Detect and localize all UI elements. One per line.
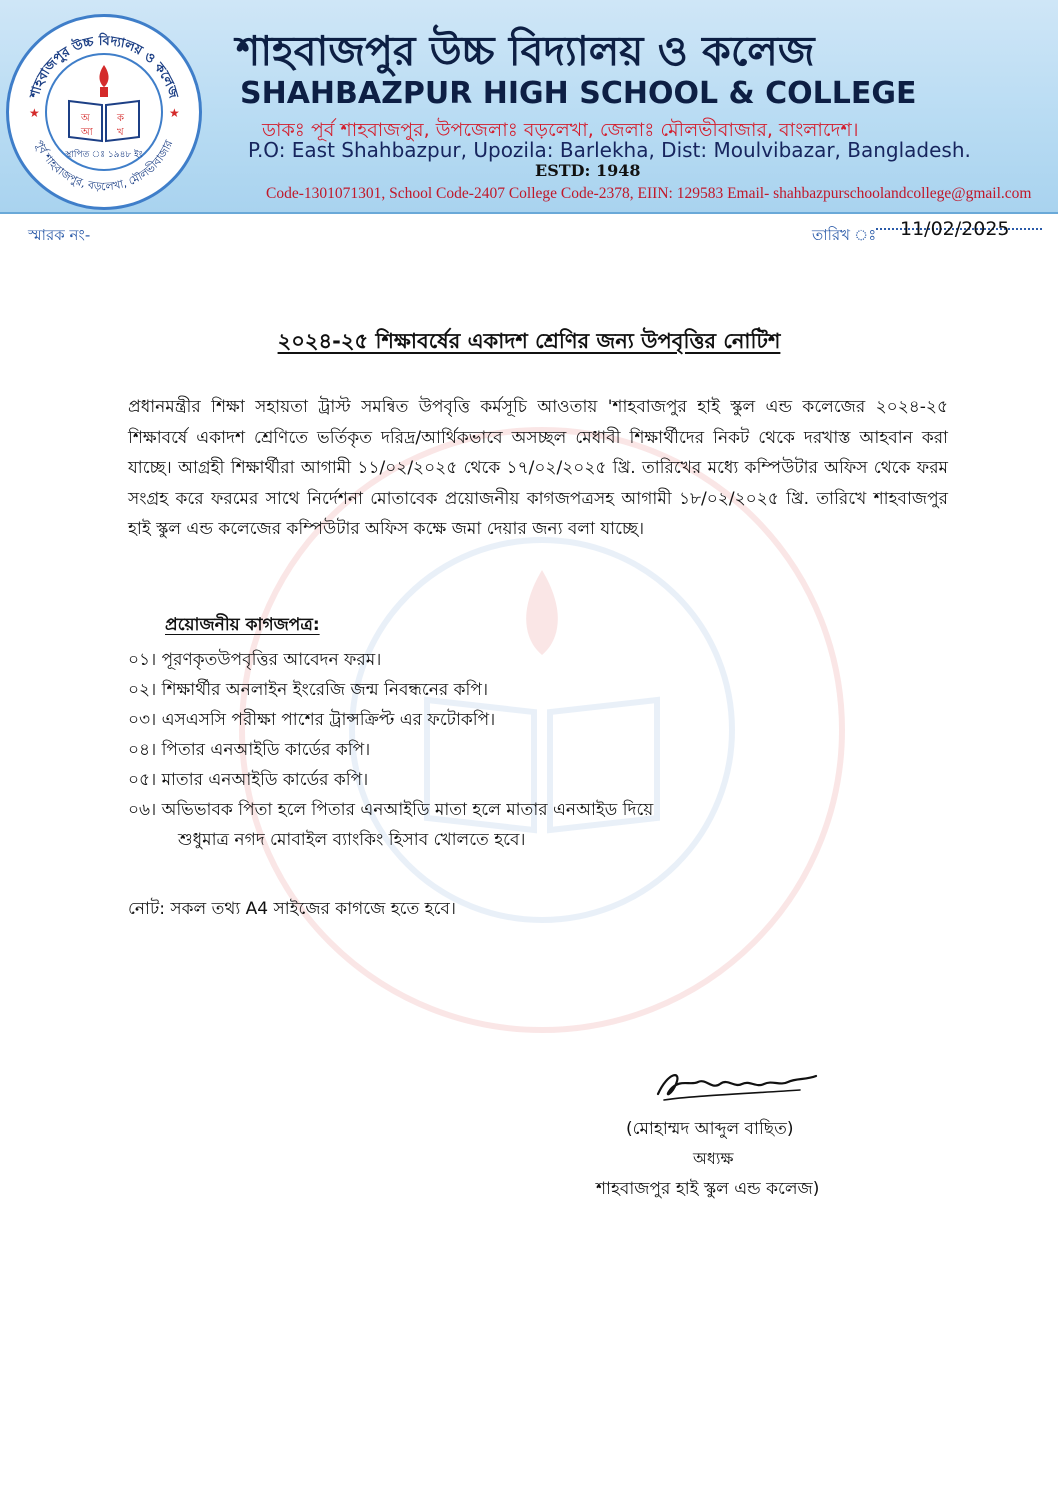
date-value: 11/02/2025 bbox=[900, 218, 1010, 240]
list-item: ০৫। মাতার এনআইডি কার্ডের কপি। bbox=[128, 770, 369, 790]
svg-text:শাহবাজপুর উচ্চ বিদ্যালয় ও কলে: শাহবাজপুর উচ্চ বিদ্যালয় ও কলেজ bbox=[27, 33, 181, 100]
svg-text:অ: অ bbox=[81, 113, 90, 124]
svg-text:খ: খ bbox=[117, 127, 124, 138]
notice-body: প্রধানমন্ত্রীর শিক্ষা সহায়তা ট্রাস্ট সমন্বিত উপবৃত্তি কর্মসূচি আওতায় 'শাহবাজপুর হাই স্কুল এন্ড কলেজের ২০২৪-২৫ শিক্ষাবর্ষে একাদশ শ্রেণিতে ভর্তিকৃত দরিদ্র/আর্থিকভাবে অসচ্ছল মেধাবী শিক্ষার্থীদের নিকট থেকে দরখাস্ত আহবান করা যাচ্ছে। আগ্রহী শিক্ষার্থীরা আগামী ১১/০২/২০২৫ থেকে ১৭/০২/২০২৫ খ্রি. তারিখের মধ্যে কম্পিউটার অফিস থেকে ফরম সংগ্রহ করে ফরমের সাথে নির্দেশনা মোতাবেক প্রয়োজনীয় কাগজপত্রসহ আগামী ১৮/০২/২০২৫ খ্রি. তারিখে শাহবাজপুর হাই স্কুল এন্ড কলেজের কম্পিউটার অফিস কক্ষে জমা দেয়ার জন্য বলা যাচ্ছে। bbox=[128, 397, 948, 539]
svg-text:আ: আ bbox=[81, 127, 93, 138]
letterhead bbox=[0, 0, 1058, 214]
signatory-name: (মোহাম্মদ আব্দুল বাছিত) bbox=[626, 1119, 794, 1139]
notice-title: ২০২৪-২৫ শিক্ষাবর্ষের একাদশ শ্রেণির জন্য উপবৃত্তির নোটিশ bbox=[277, 329, 781, 353]
svg-text:★: ★ bbox=[29, 106, 40, 120]
list-item: ০১। পূরণকৃতউপবৃত্তির আবেদন ফরম। bbox=[128, 650, 382, 670]
address-english: P.O: East Shahbazpur, Upozila: Barlekha, Dist: Moulvibazar, Bangladesh. bbox=[248, 138, 971, 162]
address-bangla: ডাকঃ পূর্ব শাহবাজপুর, উপজেলাঃ বড়লেখা, জেলাঃ মৌলভীবাজার, বাংলাদেশ। bbox=[262, 119, 859, 141]
svg-text:স্থাপিত ঃ ১৯৪৮ ইং: স্থাপিত ঃ ১৯৪৮ ইং bbox=[65, 150, 143, 160]
list-item: ০৩। এসএসসি পরীক্ষা পাশের ট্রান্সক্রিপ্ট এর ফটোকপি। bbox=[128, 710, 496, 730]
list-item: ০২। শিক্ষার্থীর অনলাইন ইংরেজি জন্ম নিবন্ধনের কপি। bbox=[128, 680, 489, 700]
date-label: তারিখ ঃ bbox=[812, 226, 877, 244]
institution-codes: Code-1301071301, School Code-2407 College Code-2378, EIIN: 129583 Email- shahbazpurschoolandcollege@gmail.com bbox=[266, 185, 1032, 202]
svg-text:পূর্ব শাহবাজপুর, বড়লেখা, মৌলভ: পূর্ব শাহবাজপুর, বড়লেখা, মৌলভীবাজার bbox=[32, 138, 176, 194]
school-name-english: SHAHBAZPUR HIGH SCHOOL & COLLEGE bbox=[240, 76, 917, 111]
handwritten-signature bbox=[650, 1064, 820, 1108]
requirements-list bbox=[128, 645, 928, 855]
memo-number-label: স্মারক নং- bbox=[28, 226, 91, 244]
list-item-continuation: শুধুমাত্র নগদ মোবাইল ব্যাংকিং হিসাব খোলতে হবে। bbox=[178, 830, 526, 850]
requirements-heading: প্রয়োজনীয় কাগজপত্র: bbox=[165, 615, 320, 635]
svg-text:ক: ক bbox=[117, 113, 124, 124]
school-seal-logo bbox=[6, 14, 202, 210]
list-item: ০৪। পিতার এনআইডি কার্ডের কপি। bbox=[128, 740, 371, 760]
school-name-bangla: শাহবাজপুর উচ্চ বিদ্যালয় ও কলেজ bbox=[236, 27, 815, 75]
established-year: ESTD: 1948 bbox=[535, 161, 641, 180]
signatory-designation: অধ্যক্ষ bbox=[693, 1149, 734, 1168]
signatory-institution: শাহবাজপুর হাই স্কুল এন্ড কলেজ) bbox=[596, 1179, 820, 1199]
list-item: ০৬। অভিভাবক পিতা হলে পিতার এনআইডি মাতা হলে মাতার এনআইড দিয়ে bbox=[128, 800, 654, 820]
note-text: নোট: সকল তথ্য A4 সাইজের কাগজে হতে হবে। bbox=[128, 899, 456, 919]
svg-text:★: ★ bbox=[169, 106, 180, 120]
